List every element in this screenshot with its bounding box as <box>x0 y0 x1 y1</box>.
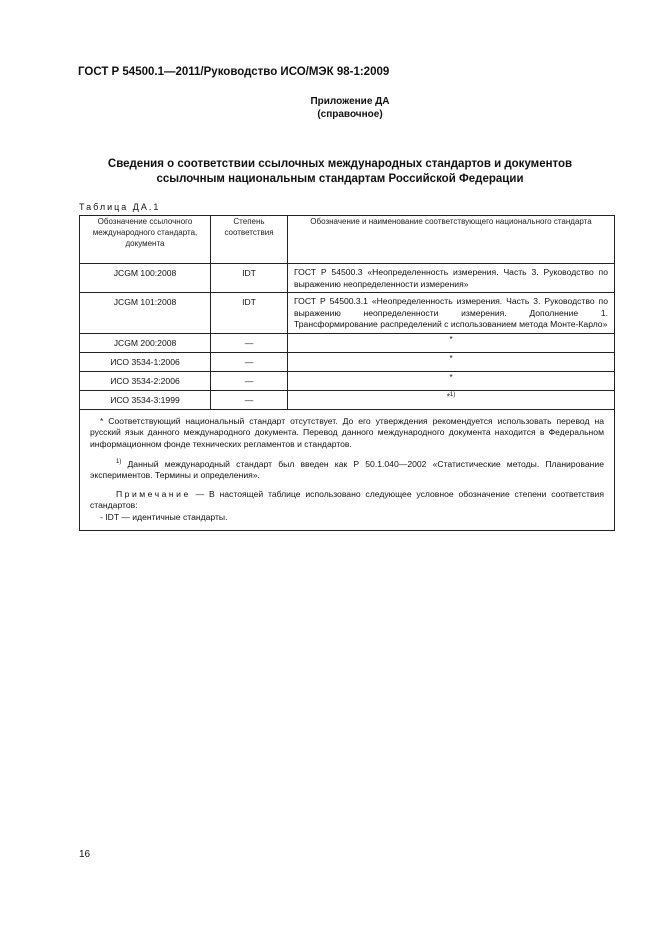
asterisk-note: * Соответствующий национальный стандарт отсутствует. До его утверждения рекомендуется использовать перевод на русский язык данного международного документа. Перевод данного международного документа находится в Федеральном информационном фонде технических регламентов и стандартов. <box>90 415 604 449</box>
table-header-row <box>80 216 615 264</box>
footnote-1 <box>90 457 604 482</box>
section-heading-line-1: Сведения о соответствии ссылочных международных стандартов и документов <box>107 158 573 170</box>
table-row <box>80 293 615 334</box>
cell-no-national-mark <box>288 390 615 409</box>
footnote-marker: 1) <box>116 459 122 465</box>
annex-subtitle: (справочное) <box>317 109 383 120</box>
table-notes <box>80 409 615 531</box>
cell-international-code: JCGM 200:2008 <box>80 333 211 352</box>
table-note <box>90 489 604 512</box>
cell-international-code: ИСО 3534-1:2006 <box>80 352 211 371</box>
table-row <box>80 352 615 371</box>
section-heading-line-2: ссылочным национальным стандартам Российской Федерации <box>156 173 524 185</box>
cell-no-national-mark: * <box>288 352 615 371</box>
cell-international-code: JCGM 100:2008 <box>80 264 211 293</box>
document-header-title: ГОСТ Р 54500.1—2011/Руководство ИСО/МЭК 98-1:2009 <box>78 66 390 78</box>
cell-no-national-mark: * <box>288 333 615 352</box>
column-header-national: Обозначение и наименование соответствующего национального стандарта <box>288 216 615 264</box>
cell-degree: — <box>211 352 288 371</box>
note-text: — В настоящей таблице использовано следующее условное обозначение степени соответствия стандартов: <box>90 488 605 511</box>
table-row <box>80 371 615 390</box>
cell-national-standard: ГОСТ Р 54500.3 «Неопределенность измерения. Часть 3. Руководство по выражению неопределенности измерения» <box>288 264 615 293</box>
table-notes-row <box>80 409 615 531</box>
cell-international-code: ИСО 3534-2:2006 <box>80 371 211 390</box>
column-header-degree: Степень соответствия <box>211 216 288 264</box>
cell-degree: — <box>211 371 288 390</box>
table-row <box>80 390 615 409</box>
annex-title: Приложение ДА <box>310 96 390 107</box>
footnote-ref-1: 1) <box>449 391 456 398</box>
cell-national-standard: ГОСТ Р 54500.3.1 «Неопределенность измерения. Часть 3. Руководство по выражению неопределенности измерения. Дополнение 1. Трансформирование распределений с использованием метода Монте-Карло» <box>288 293 615 334</box>
no-national-asterisk: * <box>446 392 450 402</box>
correspondence-table <box>79 215 615 531</box>
cell-international-code: ИСО 3534-3:1999 <box>80 390 211 409</box>
table-row <box>80 333 615 352</box>
table-label: Таблица ДА.1 <box>79 202 161 212</box>
section-heading <box>100 157 580 187</box>
cell-degree: IDT <box>211 264 288 293</box>
column-header-international: Обозначение ссылочного международного стандарта, документа <box>80 216 211 264</box>
note-label: Примечание <box>116 488 191 499</box>
cell-no-national-mark: * <box>288 371 615 390</box>
cell-degree: — <box>211 390 288 409</box>
cell-degree: IDT <box>211 293 288 334</box>
cell-international-code: JCGM 101:2008 <box>80 293 211 334</box>
footnote-text: Данный международный стандарт был введен как Р 50.1.040—2002 «Статистические методы. Планирование экспериментов. Термины и определения». <box>90 458 604 481</box>
cell-degree: — <box>211 333 288 352</box>
note-item: - IDT — идентичные стандарты. <box>100 511 228 522</box>
page-number: 16 <box>79 849 91 860</box>
table-row <box>80 264 615 293</box>
